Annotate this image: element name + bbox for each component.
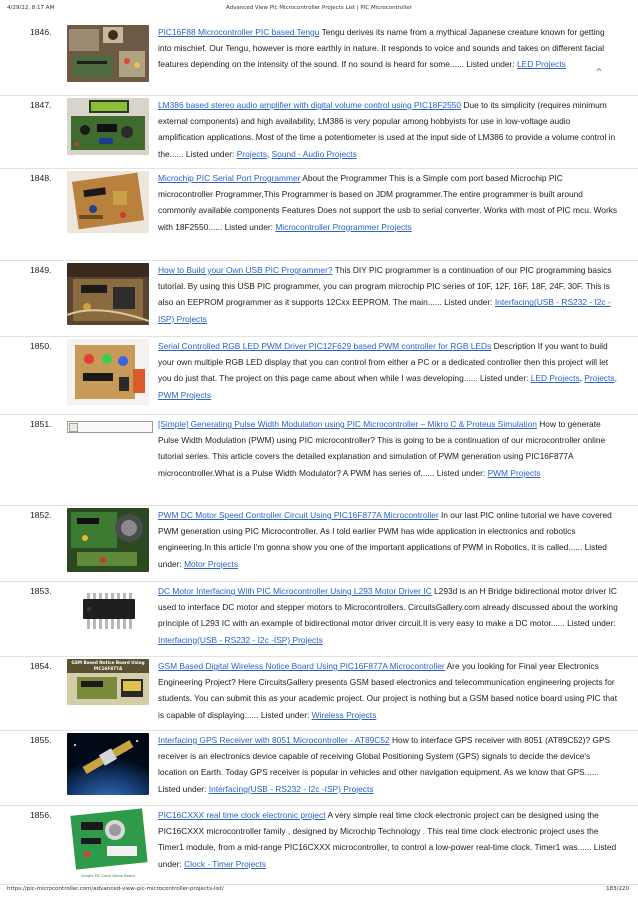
category-link[interactable]: LED Projects [516, 59, 566, 70]
project-link[interactable]: [Simple] Generating Pulse Width Modulation using PIC Microcontroller – Mikro C & Proteus Simulation [158, 419, 537, 429]
project-thumbnail[interactable] [67, 589, 149, 633]
project-link[interactable]: Interfacing GPS Receiver with 8051 Microcontroller - AT89C52 [158, 735, 390, 745]
category-link[interactable]: Microcontroller Programmer Projects [275, 221, 412, 232]
project-link[interactable]: PIC16CXXX real time clock electronic project [158, 810, 326, 820]
page-url: https://pic-microcontroller.com/advanced-view-pic-microcontroller-projects-list/ [7, 886, 224, 892]
list-item [0, 581, 638, 657]
entry-body: Serial Controlled RGB LED PWM Driver PIC12F629 based PWM controller for RGB LEDs Description If you want to build your own multiple RGB LED display that you can control from either a PC or a dedicated controller then this project will let you do just that. The project on this page came about when while I was developing...... Listed under: LED Projects, Projects, PWM Projects [158, 341, 617, 400]
entry-description: How to generate Pulse Width Modulation (PWM) using PIC microcontroller? This is going to be a continuation of our microcontroller online tutorial series. This article covers the detailed explanation and simulation of PWM generation using PIC16F877A microcontroller.What is a Pulse Width Modulator? A PWM has series of...... Listed under: [158, 419, 606, 478]
project-link[interactable]: Microchip PIC Serial Port Programmer [158, 173, 301, 183]
entry-number: 1853. [30, 586, 52, 596]
project-link[interactable]: LM386 based stereo audio amplifier with digital volume control using PIC18F2550 [158, 100, 462, 110]
entry-body: LM386 based stereo audio amplifier with digital volume control using PIC18F2550 Due to its simplicity (requires minimum external components) and high availability, LM386 is very popular among hobbyists for use in low-voltage audio amplification applications. Most of the time a potentiometer is used at the input side of LM386 to provide a volume control in the...... Listed under: Projects, Sound - Audio Projects [158, 100, 616, 159]
page-title: Advanced View Pic Microcontroller Projects List | PIC Microcontroller [226, 5, 412, 11]
print-footer [0, 886, 638, 898]
entry-number: 1856. [30, 810, 52, 820]
entry-number: 1849. [30, 265, 52, 275]
list-item [0, 260, 638, 337]
category-link[interactable]: PWM Projects [158, 389, 212, 400]
entry-number: 1852. [30, 510, 52, 520]
entry-number: 1848. [30, 173, 52, 183]
project-thumbnail[interactable] [67, 98, 149, 155]
entry-description: This DIY PIC programmer is a continuation of our PIC programming basics tutorial. By using this USB PIC programmer, you can program microchip PIC series of 10F, 12F, 16F, 18F, 24F, 30F. This is also an EEPROM programmer as it supports 12Cxx EEPROM. The main...... Listed under: [158, 265, 612, 308]
page-number: 183/220 [606, 886, 629, 892]
entry-description: Tengu derives its name from a mythical Japanese creature known for getting into mischief. Our Tengu, however is more earthly in nature. It responds to voice and sounds and takes on different facial features depending on the intensity of the sound. If no sound is heard for some...... Listed under: [158, 27, 605, 70]
chevron-up-icon: ⌃ [593, 66, 605, 80]
list-item [0, 336, 638, 415]
category-link[interactable]: Wireless Projects [311, 709, 377, 720]
entry-body [158, 170, 618, 235]
entry-number: 1854. [30, 661, 52, 671]
project-thumbnail[interactable] [67, 339, 149, 405]
list-item [0, 414, 638, 506]
entry-description: A very simple real time clock electronic project can be designed using the PIC16CXXX microcontroller family , designed by Microchip Technology . This real time clock electronic project uses the Timer1 module, from a mid-range PIC16CXXX microcontroller, to control a low-power real-time clock. Timer1 was...... Listed under: [158, 810, 617, 869]
entry-number: 1846. [30, 27, 52, 37]
entry-body [158, 24, 618, 73]
entry-number: 1855. [30, 735, 52, 745]
list-item [0, 805, 638, 885]
category-link[interactable]: Clock - Timer Projects [184, 858, 266, 869]
project-link[interactable]: GSM Based Digital Wireless Notice Board Using PIC16F877A Microcontroller [158, 661, 445, 671]
entry-number: 1851. [30, 419, 52, 429]
thumbnail-caption: Simple PIC Clock Demo Board [81, 874, 135, 878]
entry-body [158, 807, 618, 872]
project-link[interactable]: How to Build your Own USB PIC Programmer? [158, 265, 333, 275]
category-link[interactable]: PWM Projects [487, 467, 541, 478]
entry-description: In our last PIC online tutorial we have covered PWM generation using PIC Microcontroller. As I told earlier PWM has wide application in electronics and robotics engineering.In this article I'm gonna show you one of the important applications of PWM in Robotics, it is called...... Listed under: [158, 510, 612, 569]
entry-body [158, 416, 618, 481]
category-link[interactable]: Projects [584, 373, 615, 384]
list-item [0, 656, 638, 731]
entry-description: Description If you want to build your own multiple RGB LED display that you can control from either a PC or a dedicated controller then this project will let you do just that. The project on this page came about when while I was developing...... Listed under: [158, 341, 609, 384]
entry-description: Due to its simplicity (requires minimum external components) and high availability, LM386 is very popular among hobbyists for use in low-voltage audio amplification applications. Most of the time a potentiometer is used at the input side of LM386 to provide a volume control in the...... Listed under: [158, 100, 616, 159]
project-thumbnail[interactable] [67, 508, 149, 572]
category-link[interactable]: Interfacing(USB - RS232 - I2c -ISP) Projects [158, 297, 611, 324]
entry-body [158, 732, 618, 797]
project-thumbnail[interactable] [67, 659, 149, 705]
project-thumbnail[interactable] [67, 733, 149, 795]
thumbnail-caption: GSM Based Notice Board Using PIC16F877A [71, 660, 145, 671]
project-thumbnail[interactable] [67, 25, 149, 82]
entry-body [158, 507, 618, 572]
list-item [0, 730, 638, 806]
entry-description: About the Programmer This is a Simple com port based Microchip PIC microcontroller Programmer,This Programmer is based on JDM programmer.The entire programmer is built around commonly available components Features Does not support the usb to serial converter. Works with most of PIC mcu. Works with 18F2550...... Listed under: [158, 173, 618, 232]
entry-description: L293d is an H Bridge bidirectional motor driver IC used to interface DC motor and stepper motors to Microcontrollers. CircuitsGallery.com already discussed about the working principle of L293 IC with an example of bidirectional motor driver circuit.It is very easy to make a DC motor...... Listed under: [158, 586, 618, 629]
list-item [0, 168, 638, 261]
list-item [0, 22, 638, 96]
category-link[interactable]: Projects [236, 148, 267, 159]
print-header [0, 5, 638, 17]
entry-description: How to interface GPS receiver with 8051 (AT89C52)? GPS receiver is an electronics device capable of receiving Global Positioning System (GPS) signals to decide the device's location on Earth. Today GPS receiver is popular in vehicles and other navigation equipment. As we know that GPS...... Listed under: [158, 735, 611, 794]
project-thumbnail[interactable] [67, 808, 149, 880]
project-thumbnail[interactable] [67, 263, 149, 325]
entry-body [158, 262, 618, 327]
category-link[interactable]: Interfacing(USB - RS232 - I2c -ISP) Projects [208, 783, 374, 794]
list-item [0, 505, 638, 582]
list-item [0, 95, 638, 169]
entry-description: Are you looking for Final year Electronics Engineering Project? Here CircuitsGallery presents GSM based electronics and telecommunication engineering projects for students. You can submit this as your academic project. Our project is nothing but a GSM based notice board using PIC that is capable of displaying...... Listed under: [158, 661, 618, 720]
entry-number: 1847. [30, 100, 52, 110]
project-link[interactable]: PWM DC Motor Speed Controller Circuit Using PIC16F877A Microcontroller [158, 510, 439, 520]
broken-image-icon [67, 421, 153, 433]
entry-body [158, 658, 618, 723]
entry-number: 1850. [30, 341, 52, 351]
category-link[interactable]: Motor Projects [184, 558, 239, 569]
project-link[interactable]: Serial Controlled RGB LED PWM Driver PIC12F629 based PWM controller for RGB LEDs [158, 341, 492, 351]
project-thumbnail[interactable] [67, 171, 149, 233]
project-link[interactable]: PIC16F88 Microcontroller PIC based Tengu [158, 27, 320, 37]
category-link[interactable]: Interfacing(USB - RS232 - I2c -ISP) Projects [158, 634, 323, 645]
category-link[interactable]: LED Projects [530, 373, 580, 384]
project-link[interactable]: DC Motor Interfacing With PIC Microcontroller Using L293 Motor Driver IC [158, 586, 432, 596]
print-date: 4/29/22, 8:17 AM [7, 5, 55, 11]
entry-body [158, 583, 618, 648]
category-link[interactable]: Sound - Audio Projects [271, 148, 357, 159]
